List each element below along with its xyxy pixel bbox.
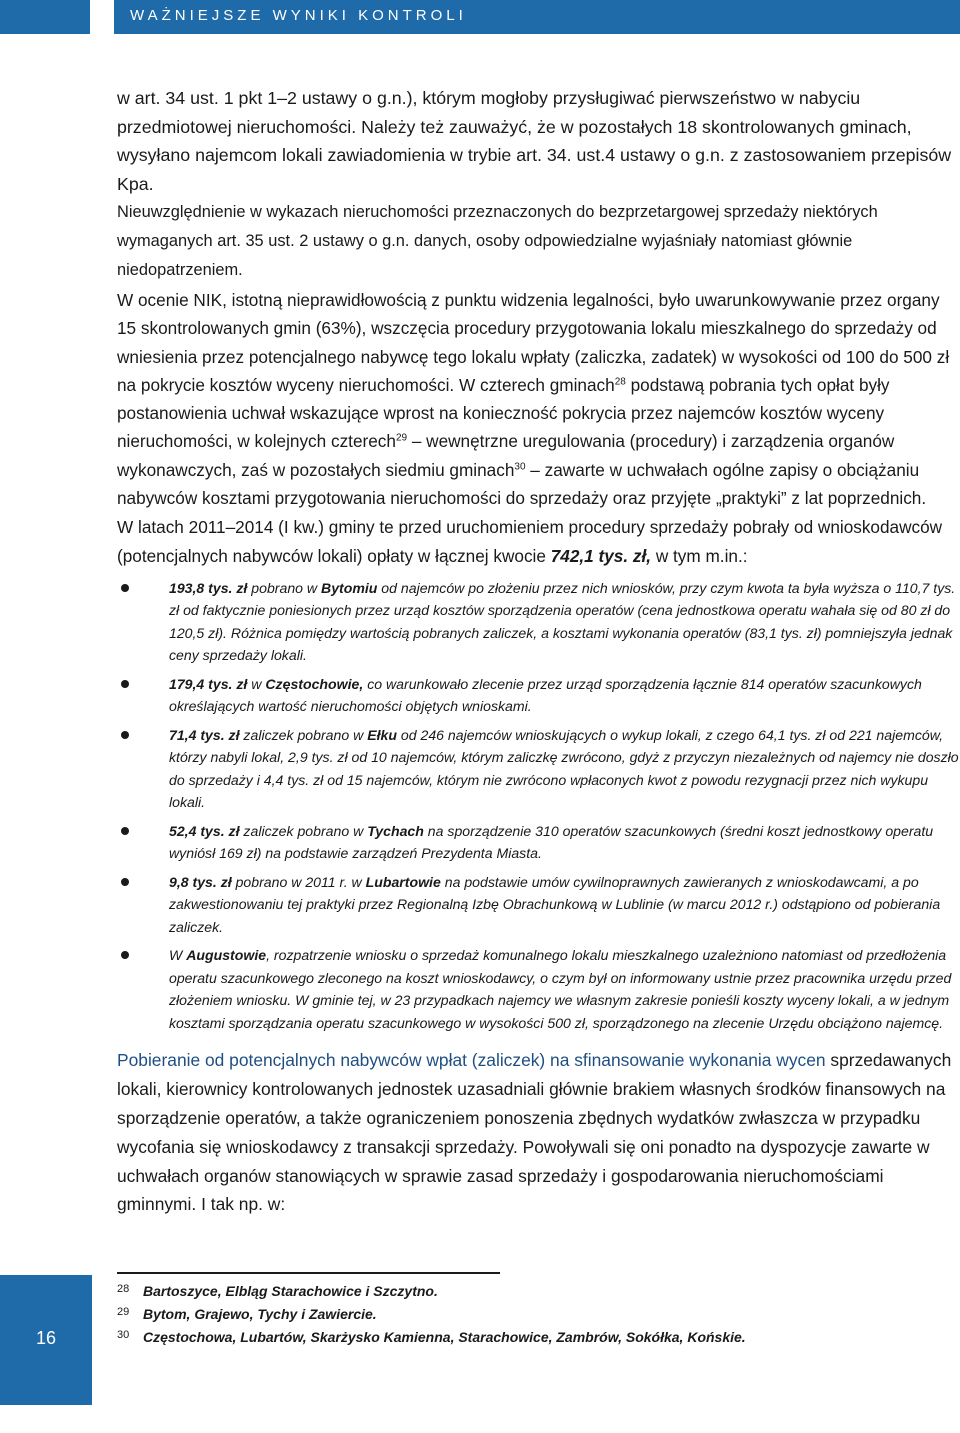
list-item: 52,4 tys. zł zaliczek pobrano w Tychach na sporządzenie 310 operatów szacunkowych (średni koszt jednostkowy operatu wyniósł 169 zł) na podstawie zarządzeń Prezydenta Miasta.: [117, 820, 960, 865]
list-item: 193,8 tys. zł pobrano w Bytomiu od najemców po złożeniu przez nich wniosków, przy czym kwota ta była wyższa o 110,7 tys. zł od faktycznie poniesionych przez urząd kosztów sporządzenia operatów (cena jednostkowa operatu wahała się od 80 zł do 120,5 zł). Różnica pomiędzy wartością pobranych zaliczek, a kosztami wykonania operatów (83,1 tys. zł) pomniejszyła jednak ceny sprzedaży lokali.: [117, 577, 960, 667]
footnote-ref-29: 29: [395, 432, 408, 444]
list-item: 9,8 tys. zł pobrano w 2011 r. w Lubartowie na podstawie umów cywilnoprawnych zawieranych z wnioskodawcami, a po zakwestionowaniu tej praktyki przez Regionalną Izbę Obrachunkową w Lublinie (w marcu 2012 r.) odstąpiono od pobierania zaliczek.: [117, 871, 960, 939]
footnote-30: 30 Częstochowa, Lubartów, Skarżysko Kamienna, Starachowice, Zambrów, Sokółka, Końskie.: [117, 1329, 746, 1345]
footnote-ref-28: 28: [614, 376, 626, 388]
list-item: 179,4 tys. zł w Częstochowie, co warunkowało zlecenie przez urząd sporządzenia łącznie 814 operatów szacunkowych określających wartość nieruchomości objętych wnioskami.: [117, 673, 960, 718]
section-title: WAŻNIEJSZE WYNIKI KONTROLI: [130, 7, 467, 24]
paragraph-fees-collected: W latach 2011–2014 (I kw.) gminy te przed uruchomieniem procedury sprzedaży pobrały od wnioskodawców (potencjalnych nabywców lokali) opłaty w łącznej kwocie 742,1 tys. zł, w tym m.in.:: [117, 517, 943, 566]
main-content: [117, 84, 960, 1219]
page-number: 16: [35, 1328, 57, 1348]
footnote-28: 28 Bartoszyce, Elbląg Starachowice i Szczytno.: [117, 1283, 438, 1299]
footnote-divider: [117, 1272, 500, 1274]
footnotes: [117, 1280, 937, 1349]
list-item: 71,4 tys. zł zaliczek pobrano w Ełku od 246 najemców wnioskujących o wykup lokali, z czego 64,1 tys. zł od 221 najemców, którzy nabyli lokal, 2,9 tys. zł od 10 najemców, którym zaliczkę zwrócono, gdyż z przyczyn niezależnych od najemcy nie doszło do sprzedaży i 4,4 tys. zł od 15 najemców, którym nie zwrócono wpłaconych kwot z powodu rezygnacji przez nich wykupu lokali.: [117, 724, 960, 814]
paragraph-conclusion: Pobieranie od potencjalnych nabywców wpłat (zaliczek) na sfinansowanie wykonania wycen sprzedawanych lokali, kierownicy kontrolowanych jednostek uzasadniali głównie brakiem własnych środków finansowych na sporządzenie operatów, a także ograniczeniem ponoszenia zbędnych wydatków zwłaszcza w przypadku wycofania się wnioskodawcy z transakcji sprzedaży. Powoływali się oni ponadto na dyspozycje zawarte w uchwałach organów stanowiących w sprawie zasad sprzedaży i gospodarowania nieruchomościami gminnymi. I tak np. w:: [117, 1050, 952, 1215]
paragraph-omissions: Nieuwzględnienie w wykazach nieruchomości przeznaczonych do bezprzetargowej sprzedaży niektórych wymaganych art. 35 ust. 2 ustawy o g.n. danych, osoby odpowiedzialne wyjaśniały natomiast głównie niedopatrzeniem.: [117, 203, 878, 279]
header-square-decoration: [90, 0, 114, 34]
footnote-ref-30: 30: [514, 461, 526, 473]
total-amount: 742,1 tys. zł,: [550, 545, 652, 566]
paragraph-intro: w art. 34 ust. 1 pkt 1–2 ustawy o g.n.), którym mogłoby przysługiwać pierwszeństwo w nabyciu przedmiotowej nieruchomości. Należy też zauważyć, że w pozostałych 18 skontrolowanych gminach, wysyłano najemcom lokali zawiadomienia w trybie art. 34. ust.4 ustawy o g.n. z zastosowaniem przepisów Kpa.: [117, 88, 952, 194]
list-item: W Augustowie, rozpatrzenie wniosku o sprzedaż komunalnego lokalu mieszkalnego uzależniono natomiast od przedłożenia operatu szacunkowego zleconego na koszt wnioskodawcy, o czym był on informowany ustnie przez pracownika urzędu przed złożeniem wniosku. W gminie tej, w 23 przypadkach najemcy we własnym zakresie ponieśli koszty wyceny lokali, a w jednym kosztami sporządzania operatu szacunkowego w wysokości 500 zł, sporządzonego na zlecenie Urzędu obciążono najemcę.: [117, 944, 960, 1034]
footnote-29: 29 Bytom, Grajewo, Tychy i Zawiercie.: [117, 1306, 377, 1322]
examples-list: [117, 577, 960, 1035]
paragraph-nik-assessment: W ocenie NIK, istotną nieprawidłowością z punktu widzenia legalności, było uwarunkowywanie przez organy 15 skontrolowanych gmin (63%), wszczęcia procedury przygotowania lokalu mieszkalnego do sprzedaży od wniesienia przez potencjalnego nabywcę tego lokalu wpłaty (zaliczka, zadatek) w wysokości od 100 do 500 zł na pokrycie kosztów wyceny nieruchomości. W czterech gminach$^{28}$ podstawą pobrania tych opłat były postanowienia uchwał wskazujące wprost na konieczność pokrycia przez najemców kosztów wyceny nieruchomości, w kolejnych czterech$^{29}$ – wewnętrzne uregulowania (procedury) i zarządzenia organów wykonawczych, zaś w pozostałych siedmiu gminach$^{30}$ – zawarte w uchwałach ogólne zapisy o obciążaniu nabywców kosztami przygotowania nieruchomości do sprzedaży oraz przyjęte „praktyki” z lat poprzednich.: [117, 290, 950, 509]
